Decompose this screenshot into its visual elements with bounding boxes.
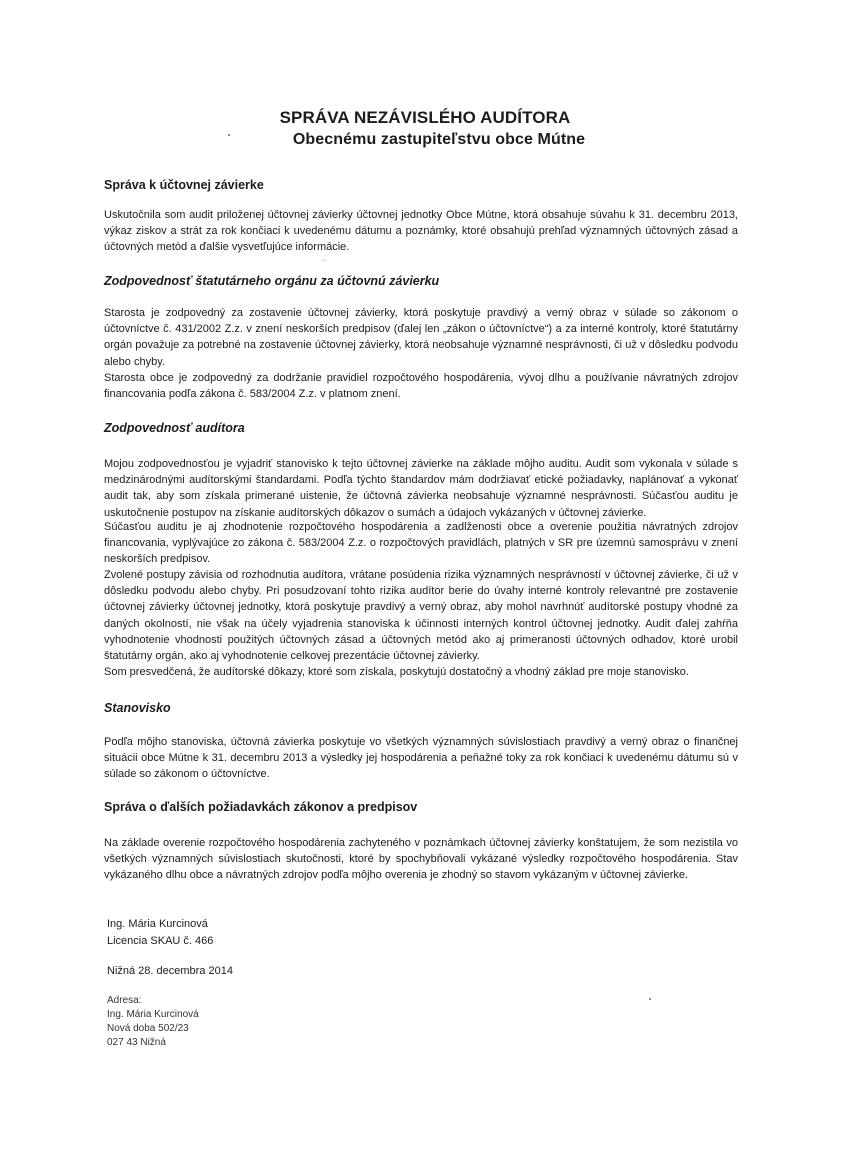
- signatory-name: Ing. Mária Kurcinová: [107, 918, 208, 930]
- auditor-paragraph-2: Súčasťou auditu je aj zhodnotenie rozpočtového hospodárenia a zadlženosti obce a overenie použitia návratných zdrojov financovania, vyplývajúce zo zákona č. 583/2004 Z.z. o rozpočtových pravidlách, platných v SR pre územnú samosprávu v znení neskorších predpisov.: [104, 521, 738, 566]
- section-report-paragraph: Uskutočnila som audit priloženej účtovnej závierky účtovnej jednotky Obce Mútne, ktorá obsahuje súvahu k 31. decembru 2013, výkaz ziskov a strát za rok končiaci k uvedenému dátumu a poznámky, ktoré obsahujú prehľad významných účtovných zásad a účtovných metód a ďalšie vysvetľujúce informácie.: [104, 209, 738, 254]
- scan-speck: [324, 260, 325, 261]
- document-title: SPRÁVA NEZÁVISLÉHO AUDÍTORA: [279, 108, 571, 127]
- statutory-paragraph-2: Starosta obce je zodpovedný za dodržanie pravidiel rozpočtového hospodárenia, vývoj dlhu a používanie návratných zdrojov financovania podľa zákona č. 583/2004 Z.z. v platnom znení.: [104, 372, 738, 401]
- document-subtitle: Obecnému zastupiteľstvu obce Mútne: [292, 131, 586, 148]
- section-heading-auditor: Zodpovednosť audítora: [104, 421, 245, 435]
- section-heading-statutory: Zodpovednosť štatutárneho orgánu za účtovnú závierku: [104, 274, 440, 288]
- address-city: 027 43 Nižná: [107, 1037, 166, 1048]
- section-heading-report: Správa k účtovnej závierke: [104, 178, 264, 192]
- place-and-date: Nižná 28. decembra 2014: [107, 965, 233, 977]
- opinion-paragraph: Podľa môjho stanoviska, účtovná závierka poskytuje vo všetkých významných súvislostiach pravdivý a verný obraz o finančnej situácii obce Mútne k 31. decembru 2013 a výsledky jej hospodárenia a peňažné toky za rok končiaci k uvedenému dátumu sú v súlade so zákonom o účtovníctve.: [104, 736, 738, 781]
- section-heading-other: Správa o ďalších požiadavkách zákonov a predpisov: [104, 800, 418, 814]
- auditor-paragraph-4: Som presvedčená, že audítorské dôkazy, ktoré som získala, poskytujú dostatočný a vhodný základ pre moje stanovisko.: [104, 666, 689, 678]
- other-paragraph: Na základe overenie rozpočtového hospodárenia zachyteného v poznámkach účtovnej závierky konštatujem, že som nezistila vo všetkých významných súvislostiach skutočnosti, ktoré by spochybňovali vykázané výsledky rozpočtového hospodárenia. Stav vykázaného dlhu obce a návratných zdrojov podľa môjho overenia je zhodný so stavom vykázaným v účtovnej závierke.: [104, 837, 738, 882]
- address-label: Adresa:: [107, 995, 142, 1006]
- statutory-paragraph-1: Starosta je zodpovedný za zostavenie účtovnej závierky, ktorá poskytuje pravdivý a verný obraz v súlade so zákonom o účtovníctve č. 431/2002 Z.z. v znení neskorších predpisov (ďalej len „zákon o účtovníctve“) a za interné kontroly, ktoré štatutárny orgán považuje za potrebné na zostavenie účtovnej závierky, ktorá neobsahuje významné nesprávnosti, či už v dôsledku podvodu alebo chyby.: [104, 307, 738, 368]
- section-heading-opinion: Stanovisko: [104, 701, 171, 715]
- auditor-paragraph-1: Mojou zodpovednosťou je vyjadriť stanovisko k tejto účtovnej závierke na základe môjho auditu. Audit som vykonala v súlade s medzinárodnými audítorskými štandardami. Podľa týchto štandardov mám dodržiavať etické požiadavky, naplánovať a vykonať audit tak, aby som získala primerané uistenie, že účtovná závierka neobsahuje významné nesprávnosti. Súčasťou auditu je uskutočnenie postupov na získanie audítorských dôkazov o sumách a údajoch vykázaných v účtovnej závierke.: [104, 458, 738, 519]
- address-street: Nová doba 502/23: [107, 1023, 189, 1034]
- scan-speck: [228, 134, 230, 136]
- signatory-license: Licencia SKAU č. 466: [107, 935, 214, 947]
- auditor-paragraph-3: Zvolené postupy závisia od rozhodnutia audítora, vrátane posúdenia rizika významných nesprávností v účtovnej závierke, či už v dôsledku podvodu alebo chyby. Pri posudzovaní tohto rizika audítor berie do úvahy interné kontroly relevantné pre zostavenie účtovnej závierky účtovnej jednotky, ktorá poskytuje pravdivý a verný obraz, aby mohol navrhnúť audítorské postupy vhodné za daných okolností, nie však na účely vyjadrenia stanoviska k účinnosti interných kontrol účtovnej jednotky. Audit ďalej zahŕňa vyhodnotenie vhodnosti použitých účtovných zásad a účtovných metód ako aj primeranosti účtovných odhadov, ktoré urobil štatutárny orgán, ako aj vyhodnotenie celkovej prezentácie účtovnej závierky.: [104, 569, 738, 663]
- address-name: Ing. Mária Kurcinová: [107, 1009, 199, 1020]
- scan-speck: [649, 998, 651, 1000]
